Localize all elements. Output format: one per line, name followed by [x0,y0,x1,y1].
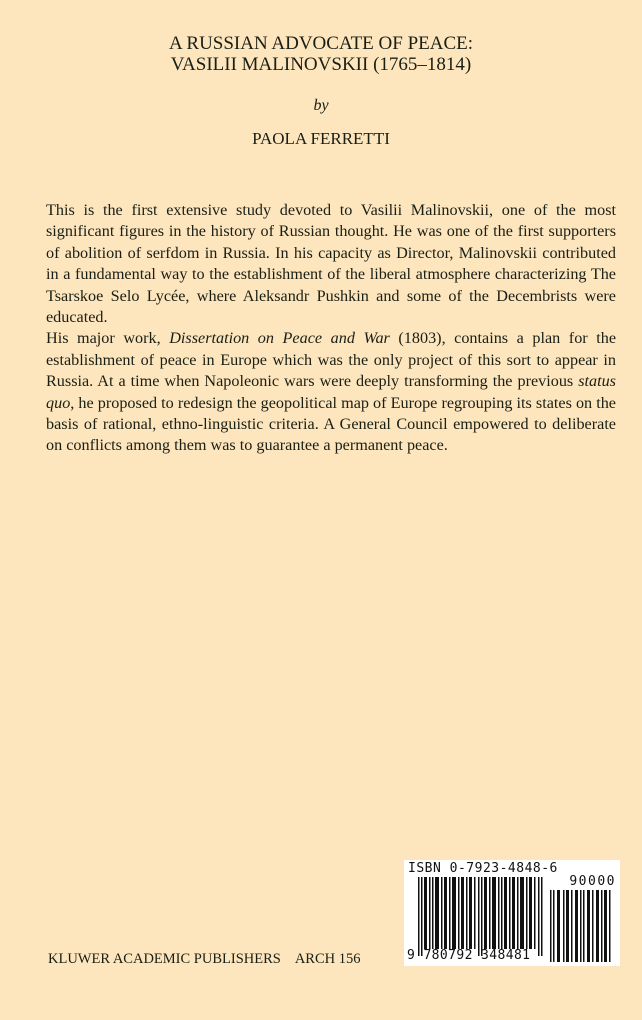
price-addon-bars-icon [550,890,614,962]
barcode-bars-icon [418,877,548,956]
blurb [46,200,616,457]
status-quo-phrase: status quo [46,372,616,412]
publisher-line [48,951,361,968]
by-label: by [313,97,329,114]
isbn-label: ISBN 0-7923-4848-6 [408,861,558,876]
blurb-p2-text: (1803), contains a plan for the establishment of peace in Europe which was the only project of this sort to appear in Russia. At a time when Napoleonic wars were deeply transforming the previous [46,329,617,391]
book-title-line-2: VASILII MALINOVSKII (1765–1814) [170,54,472,75]
price-code: 90000 [569,874,616,889]
isbn-barcode [404,860,620,966]
blurb-p2-text: His major work, [46,329,170,348]
series-number: ARCH 156 [294,951,361,967]
title-block [0,33,642,149]
publisher-name: KLUWER ACADEMIC PUBLISHERS [48,951,281,967]
work-title: Dissertation on Peace and War [169,329,390,348]
book-title-line-1: A RUSSIAN ADVOCATE OF PEACE: [168,33,474,54]
author-name: PAOLA FERRETTI [252,129,390,148]
ean-number: 9 780792 348481 [407,948,531,963]
blurb-p2-text: , he proposed to redesign the geopolitical map of Europe regrouping its states on the basis of rational, ethno-linguistic criteria. A General Council empowered to deliberate on conflicts among them was to guarantee a permanent peace. [46,393,616,455]
blurb-paragraph-2 [46,328,616,456]
blurb-paragraph-1: This is the first extensive study devoted to Vasilii Malinovskii, one of the most significant figures in the history of Russian thought. He was one of the first supporters of abolition of serfdom in Russia. In his capacity as Director, Malinovskii contributed in a fundamental way to the establishment of the liberal atmosphere characterizing The Tsarskoe Selo Lycée, where Aleksandr Pushkin and some of the Decembrists were educated. [46,201,616,327]
